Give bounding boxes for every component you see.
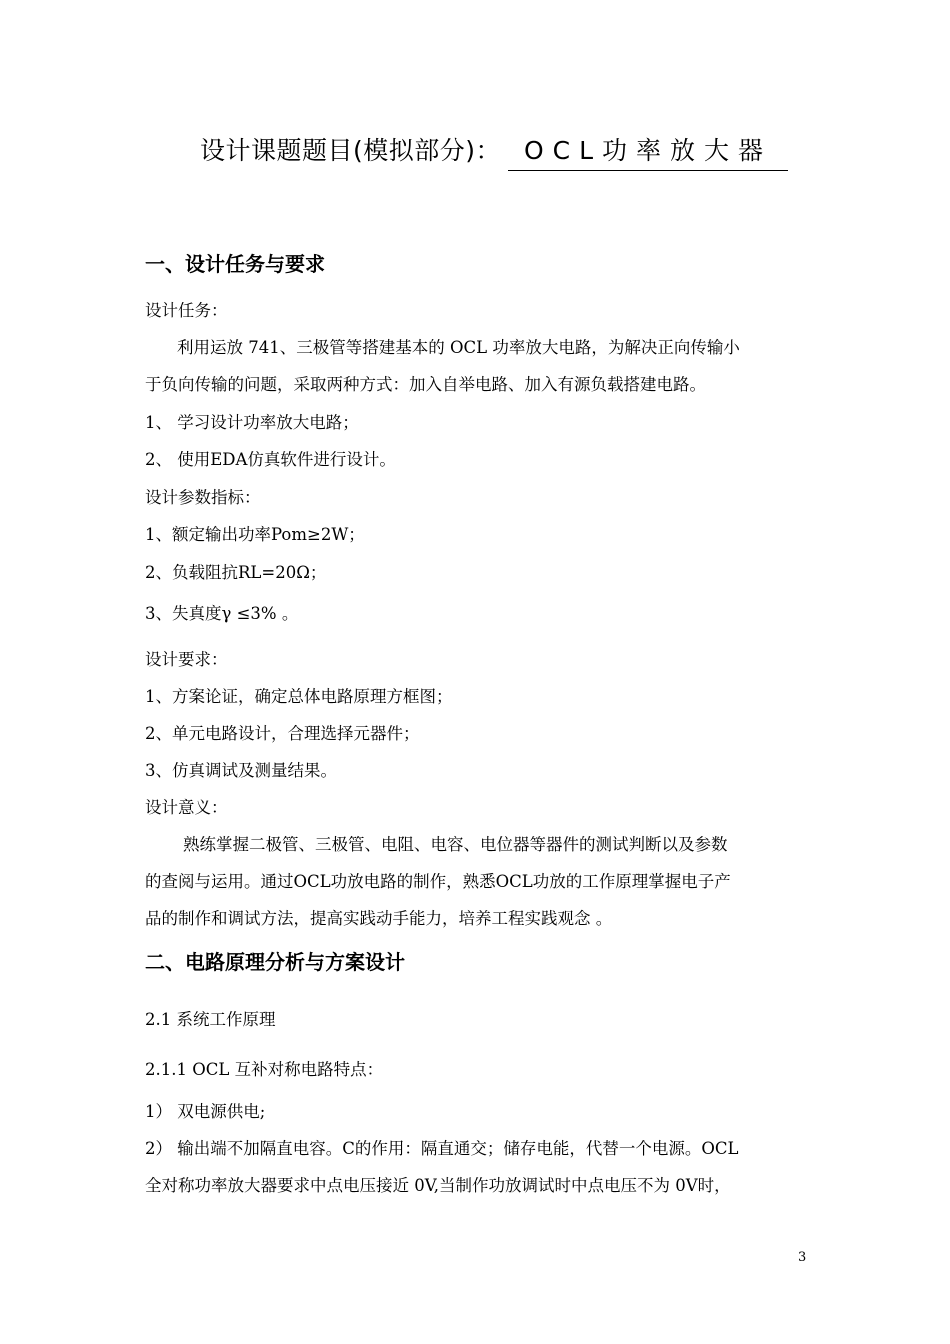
param-item-1: 1、额定输出功率Pom≥2W；	[145, 525, 365, 544]
title-value: OCL功率放大器	[523, 136, 773, 165]
task-paragraph-line-2: 于负向传输的问题，采取两种方式：加入自举电路、加入有源负载搭建电路。	[145, 375, 706, 394]
requirement-item-3: 3、仿真调试及测量结果。	[145, 761, 337, 780]
requirement-item-1: 1、方案论证，确定总体电路原理方框图；	[145, 687, 453, 706]
params-label: 设计参数指标：	[145, 488, 261, 507]
param-item-2: 2、负载阻抗RL=20Ω；	[145, 563, 327, 582]
subsection-2-1: 2.1 系统工作原理	[145, 1010, 276, 1029]
feature-item-2-line-1: 2） 输出端不加隔直电容。C的作用：隔直通交；储存电能，代替一个电源。OCL	[145, 1139, 739, 1158]
subsection-2-1-1: 2.1.1 OCL 互补对称电路特点：	[145, 1060, 384, 1079]
title-label: 设计课题题目(模拟部分)：	[200, 136, 502, 165]
section-1-heading: 一、设计任务与要求	[145, 252, 325, 276]
task-paragraph-line-1: 利用运放 741、三极管等搭建基本的 OCL 功率放大电路，为解决正向传输小	[177, 338, 740, 357]
requirement-item-2: 2、单元电路设计，合理选择元器件；	[145, 724, 420, 743]
title-underline	[508, 170, 788, 171]
param-item-3: 3、失真度γ ≤3% 。	[145, 604, 299, 623]
section-2-heading: 二、电路原理分析与方案设计	[145, 950, 405, 974]
page-number: 3	[798, 1250, 807, 1265]
document-title	[200, 134, 800, 174]
meaning-line-2: 的查阅与运用。通过OCL功放电路的制作，熟悉OCL功放的工作原理掌握电子产	[145, 872, 731, 891]
task-label: 设计任务：	[145, 301, 228, 320]
task-item-2: 2、 使用EDA仿真软件进行设计。	[145, 450, 396, 469]
requirements-label: 设计要求：	[145, 650, 228, 669]
feature-item-2-line-2: 全对称功率放大器要求中点电压接近 0V,当制作功放调试时中点电压不为 0V时，	[145, 1176, 731, 1195]
meaning-line-1: 熟练掌握二极管、三极管、电阻、电容、电位器等器件的测试判断以及参数	[183, 835, 728, 854]
feature-item-1: 1） 双电源供电;	[145, 1102, 266, 1121]
meaning-label: 设计意义：	[145, 798, 228, 817]
meaning-line-3: 品的制作和调试方法，提高实践动手能力，培养工程实践观念 。	[145, 909, 613, 928]
task-item-1: 1、 学习设计功率放大电路；	[145, 413, 359, 432]
